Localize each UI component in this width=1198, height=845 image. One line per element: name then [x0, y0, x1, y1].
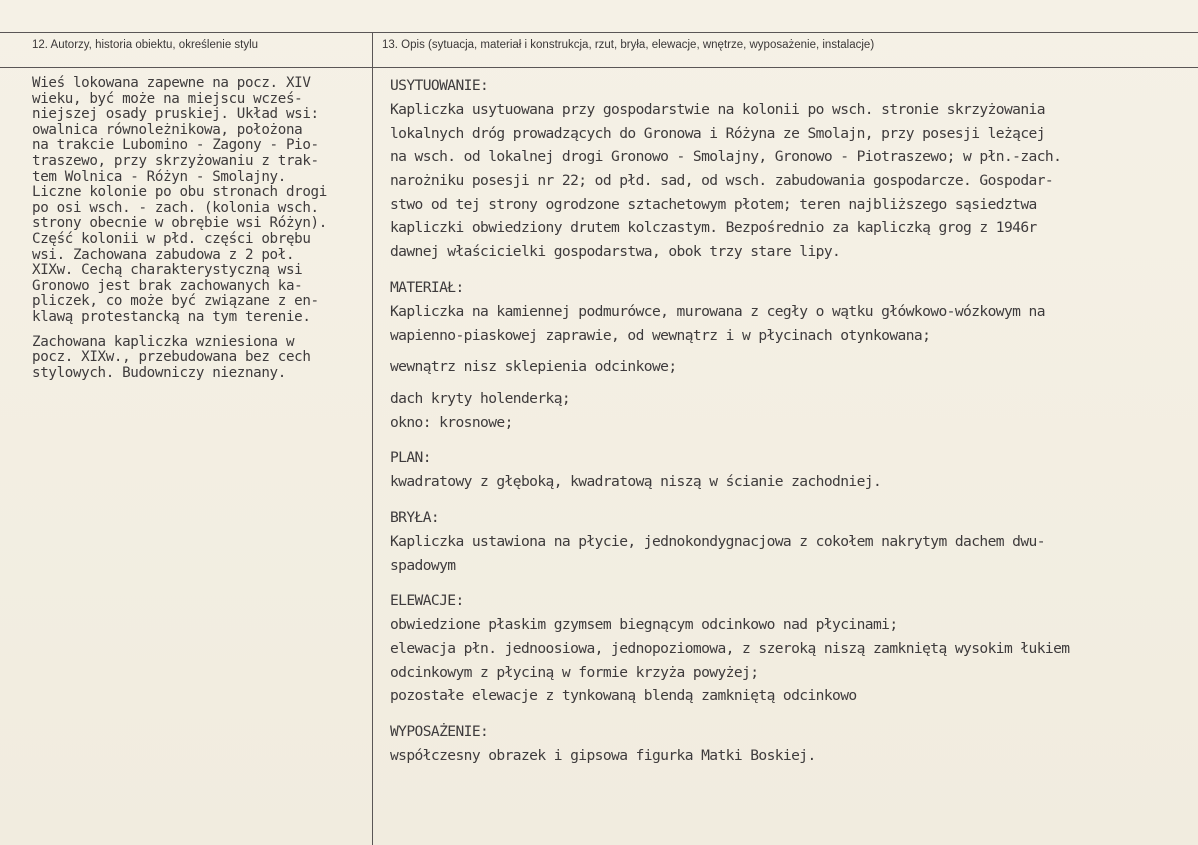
text-line: kapliczki obwiedziony drutem kolczastym. Bezpośrednio za kapliczką grog z 1946r: [390, 219, 1037, 237]
description-section: [390, 74, 1190, 264]
column-divider: [372, 32, 373, 845]
text-line: Gronowo jest brak zachowanych ka-: [32, 277, 303, 294]
description-section: [390, 446, 1190, 494]
text-line: XIXw. Cechą charakterystyczną wsi: [32, 262, 303, 279]
text-line: okno: krosnowe;: [390, 413, 513, 431]
text-line: Kapliczka ustawiona na płycie, jednokondygnacjowa z cokołem nakrytym dachem dwu-: [390, 532, 1045, 550]
text-line: Wieś lokowana zapewne na pocz. XIV: [32, 75, 311, 91]
history-paragraph: [32, 76, 370, 326]
header-rule: [0, 67, 1198, 68]
section-heading: USYTUOWANIE:: [390, 77, 489, 94]
text-line: współczesny obrazek i gipsowa figurka Matki Boskiej.: [390, 747, 816, 765]
text-line: na trakcie Lubomino - Zagony - Pio-: [32, 137, 319, 154]
text-line: na wsch. od lokalnej drogi Gronowo - Smolajny, Gronowo - Piotraszewo; w płn.-zach.: [390, 148, 1062, 166]
text-line: pliczek, co może być związane z en-: [32, 293, 319, 310]
text-line: lokalnych dróg prowadzących do Gronowa i Różyna ze Smolajn, przy posesji leżącej: [390, 124, 1045, 142]
text-line: Część kolonii w płd. części obrębu: [32, 230, 311, 247]
text-line: [390, 347, 1190, 355]
text-line: kwadratowy z głęboką, kwadratową niszą w ścianie zachodniej.: [390, 473, 882, 491]
text-line: odcinkowym z płyciną w formie krzyża powyżej;: [390, 663, 759, 681]
text-line: pozostałe elewacje z tynkowaną blendą zamkniętą odcinkowo: [390, 687, 857, 705]
text-line: wapienno-piaskowej zaprawie, od wewnątrz i w płycinach otynkowana;: [390, 326, 931, 344]
text-line: klawą protestancką na tym terenie.: [32, 308, 311, 325]
description-section: [390, 589, 1190, 708]
text-line: wsi. Zachowana zabudowa z 2 poł.: [32, 246, 295, 263]
section-12-header: 12. Autorzy, historia obiektu, określenie stylu: [32, 39, 259, 51]
text-line: pocz. XIXw., przebudowana bez cech: [32, 349, 311, 366]
description-section: [390, 506, 1190, 577]
text-line: Liczne kolonie po obu stronach drogi: [32, 184, 327, 201]
text-line: narożniku posesji nr 22; od płd. sad, od wsch. zabudowania gospodarcze. Gospodar-: [390, 172, 1054, 190]
text-line: strony obecnie w obrębie wsi Różyn).: [32, 215, 327, 232]
section-13-header: 13. Opis (sytuacja, materiał i konstrukcja, rzut, bryła, elewacje, wnętrze, wyposażenie, instalacje): [382, 39, 875, 51]
text-line: wewnątrz nisz sklepienia odcinkowe;: [390, 358, 677, 376]
text-line: traszewo, przy skrzyżowaniu z trak-: [32, 152, 319, 169]
description-section: [390, 720, 1190, 768]
section-heading: MATERIAŁ:: [390, 278, 464, 296]
text-line: wieku, być może na miejscu wcześ-: [32, 90, 303, 107]
text-line: po osi wsch. - zach. (kolonia wsch.: [32, 199, 319, 216]
text-line: Kapliczka usytuowana przy gospodarstwie na kolonii po wsch. stronie skrzyżowania: [390, 101, 1045, 118]
history-paragraph: [32, 335, 370, 382]
text-line: obwiedzione płaskim gzymsem biegnącym odcinkowo nad płycinami;: [390, 616, 898, 634]
text-line: [390, 379, 1190, 387]
text-line: spadowym: [390, 556, 456, 574]
text-line: stylowych. Budowniczy nieznany.: [32, 364, 286, 381]
text-line: Zachowana kapliczka wzniesiona w: [32, 333, 295, 350]
text-line: tem Wolnica - Różyn - Smolajny.: [32, 168, 286, 185]
description-section: [390, 276, 1190, 434]
text-line: dawnej właścicielki gospodarstwa, obok trzy stare lipy.: [390, 243, 841, 261]
text-line: owalnica równoleżnikowa, położona: [32, 121, 303, 138]
top-rule: [0, 32, 1198, 33]
text-line: niejszej osady pruskiej. Układ wsi:: [32, 106, 319, 123]
text-line: dach kryty holenderką;: [390, 389, 571, 407]
section-heading: WYPOSAŻENIE:: [390, 723, 489, 741]
description-column: [390, 74, 1190, 768]
text-line: elewacja płn. jednoosiowa, jednopoziomowa, z szeroką niszą zamkniętą wysokim łukiem: [390, 640, 1070, 657]
text-line: Kapliczka na kamiennej podmurówce, murowana z cegły o wątku główkowo-wózkowym na: [390, 302, 1045, 320]
section-heading: ELEWACJE:: [390, 592, 464, 610]
text-line: stwo od tej strony ogrodzone sztachetowym płotem; teren najbliższego sąsiedztwa: [390, 195, 1037, 213]
history-column: [32, 76, 370, 381]
section-heading: PLAN:: [390, 449, 431, 467]
section-heading: BRYŁA:: [390, 508, 440, 526]
